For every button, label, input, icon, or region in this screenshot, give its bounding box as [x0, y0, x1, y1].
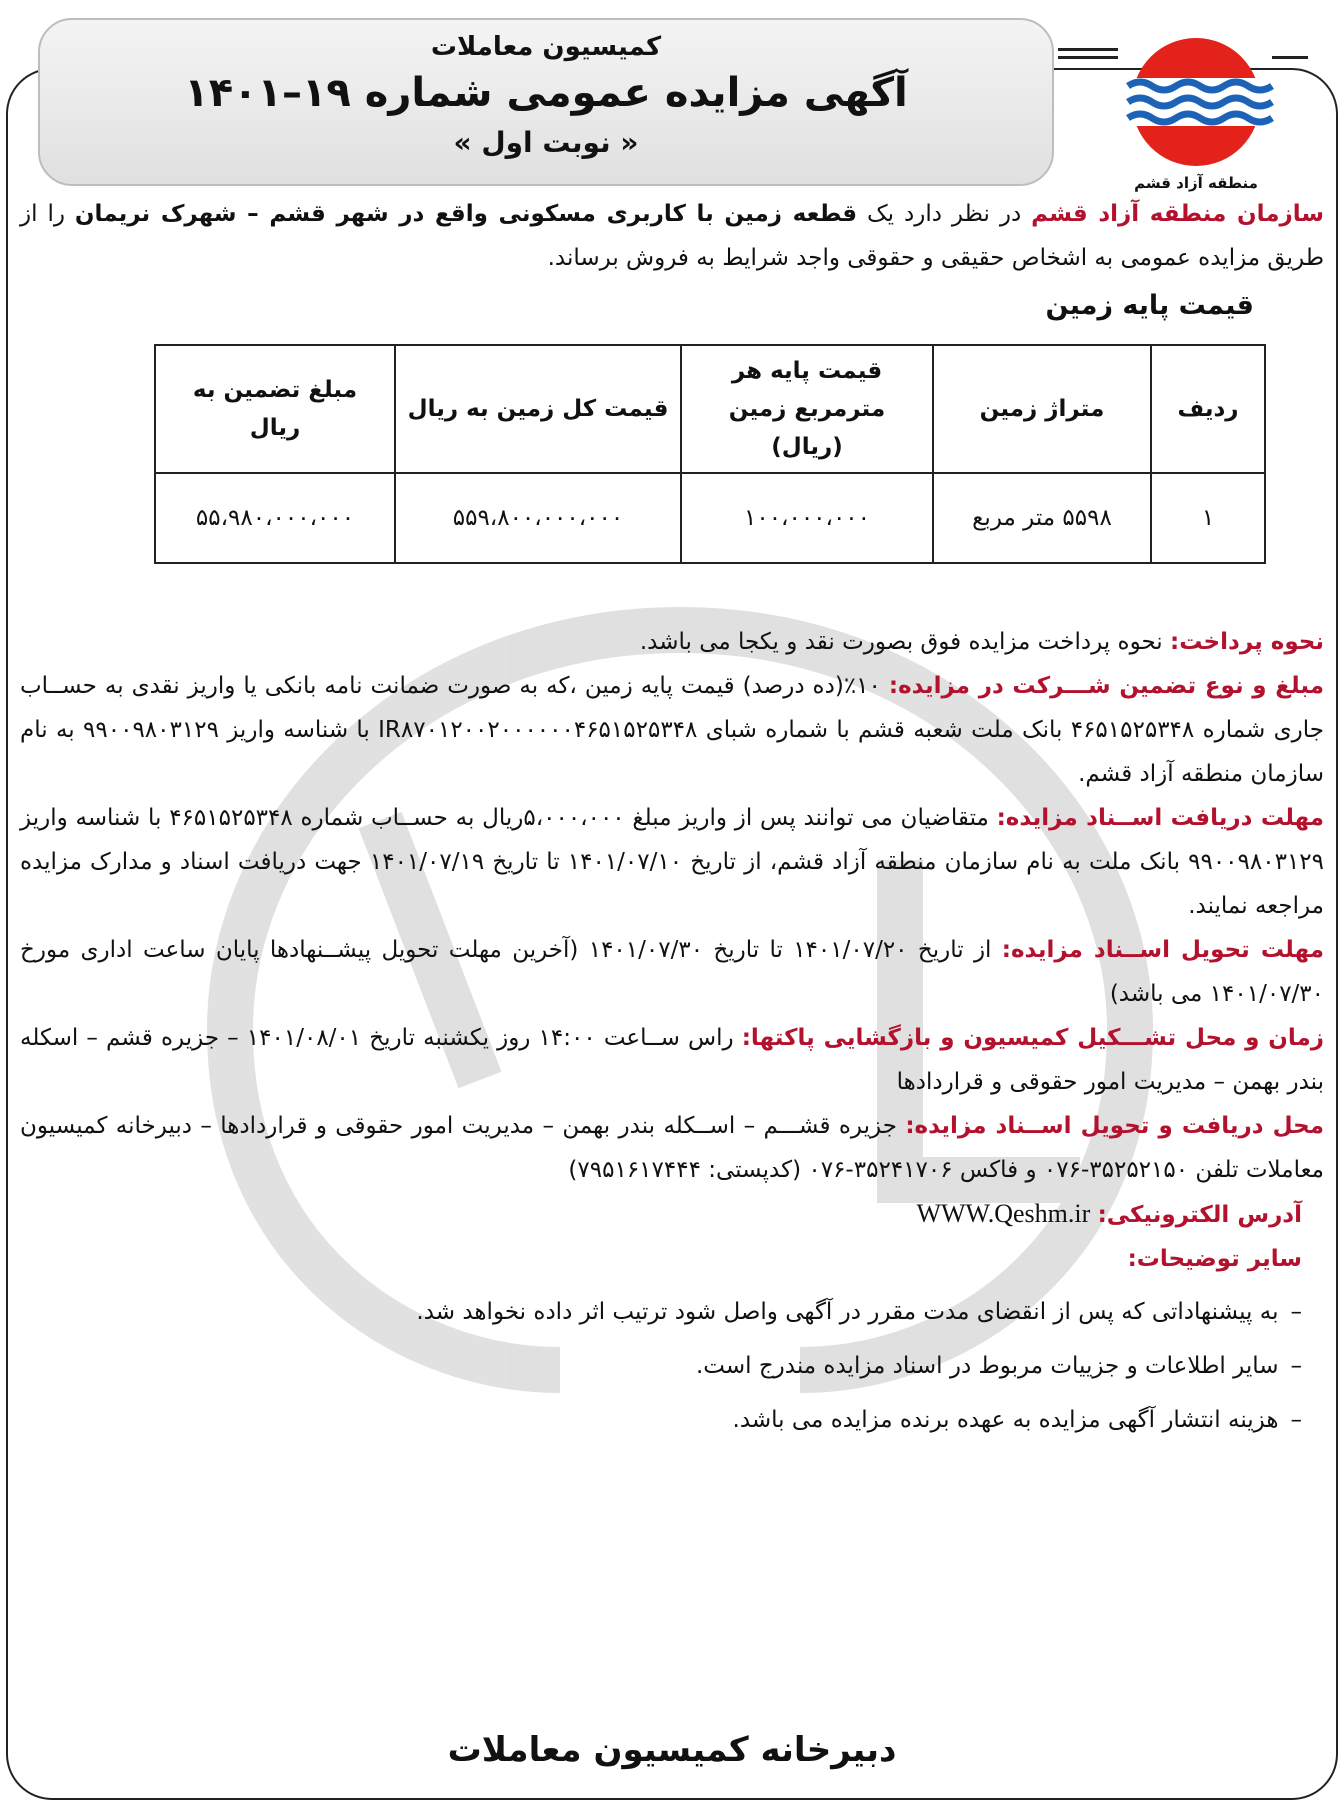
col-row: ردیف: [1151, 345, 1265, 473]
website-link[interactable]: WWW.Qeshm.ir: [916, 1199, 1091, 1228]
guarantee-label: مبلغ و نوع تضمین شـــرکت در مزایده:: [888, 673, 1324, 699]
website-paragraph: [20, 1192, 1324, 1237]
location-text: جزیره قشـــم – اســکله بندر بهمن – مدیریت امور حقوقی و قراردادها – دبیرخانه کمیسیون معاملات تلفن ۳۵۲۵۲۱۵۰-۰۷۶ و فاکس ۳۵۲۴۱۷۰۶-۰۷۶ (کدپستی: ۷۹۵۱۶۱۷۴۴۴): [20, 1113, 1324, 1183]
footer-signature: دبیرخانه کمیسیون معاملات: [447, 1730, 897, 1770]
cell-total-price: ۵۵۹،۸۰۰،۰۰۰،۰۰۰: [395, 473, 681, 563]
cell-area: ۵۵۹۸ متر مربع: [933, 473, 1151, 563]
payment-text: نحوه پرداخت مزایده فوق بصورت نقد و یکجا می باشد.: [639, 629, 1171, 655]
payment-paragraph: [20, 620, 1324, 664]
notes-list: [20, 1285, 1324, 1447]
col-total-price: قیمت کل زمین به ریال: [395, 345, 681, 473]
location-paragraph: [20, 1104, 1324, 1192]
col-guarantee: مبلغ تضمین به ریال: [155, 345, 395, 473]
docs-receive-label: مهلت دریافت اســناد مزایده:: [996, 805, 1325, 831]
col-area: متراژ زمین: [933, 345, 1151, 473]
payment-label: نحوه پرداخت:: [1170, 629, 1324, 655]
table-header-row: [155, 345, 1265, 473]
opening-label: زمان و محل تشـــکیل کمیسیون و بازگشایی پاکتها:: [741, 1025, 1324, 1051]
announcement-title: آگهی مزایده عمومی شماره ۱۹–۱۴۰۱: [184, 70, 908, 116]
intro-paragraph: [20, 192, 1324, 280]
notes-title: [20, 1237, 1324, 1281]
announcement-body: [20, 192, 1324, 1447]
list-item: – هزینه انتشار آگهی مزایده به عهده برنده مزایده می باشد.: [20, 1393, 1302, 1447]
docs-receive-paragraph: [20, 796, 1324, 928]
header-box: [38, 18, 1054, 186]
website-label: آدرس الکترونیکی:: [1097, 1202, 1302, 1228]
notes-label: سایر توضیحات:: [1127, 1246, 1302, 1272]
header-rule-right-top: [1058, 48, 1118, 51]
cell-row: ۱: [1151, 473, 1265, 563]
qeshm-free-zone-logo: [1118, 32, 1274, 194]
intro-text-2: را از طریق مزایده عمومی به اشخاص حقیقی و حقوقی واجد شرایط به فروش برساند.: [20, 201, 1324, 271]
header-rule-right-bottom: [1058, 56, 1118, 59]
location-label: محل دریافت و تحویل اســناد مزایده:: [905, 1113, 1324, 1139]
docs-deliver-text: از تاریخ ۱۴۰۱/۰۷/۲۰ تا تاریخ ۱۴۰۱/۰۷/۳۰ (آخرین مهلت تحویل پیشــنهادها پایان ساعت اداری مورخ ۱۴۰۱/۰۷/۳۰ می باشد): [20, 937, 1324, 1007]
docs-receive-text: متقاضیان می توانند پس از واریز مبلغ ۵،۰۰۰،۰۰۰ریال به حســاب شماره ۴۶۵۱۵۲۵۳۴۸ با شناسه واریز ۹۹۰۰۹۸۰۳۱۲۹ بانک ملت به نام سازمان منطقه آزاد قشم، از تاریخ ۱۴۰۱/۰۷/۱۰ تا تاریخ ۱۴۰۱/۰۷/۱۹ جهت دریافت اسناد و مدارک مزایده مراجعه نمایند.: [20, 805, 1325, 919]
guarantee-paragraph: [20, 664, 1324, 796]
list-item: – سایر اطلاعات و جزییات مربوط در اسناد مزایده مندرج است.: [20, 1339, 1302, 1393]
opening-paragraph: [20, 1016, 1324, 1104]
logo-caption: منطقه آزاد قشم: [1134, 174, 1258, 192]
header-rule-far-right: [1272, 56, 1308, 59]
base-price-heading: قیمت پایه زمین: [1045, 290, 1254, 321]
land-description: قطعه زمین با کاربری مسکونی واقع در شهر قشم – شهرک نریمان: [74, 201, 858, 227]
list-item: – به پیشنهاداتی که پس از انقضای مدت مقرر در آگهی واصل شود ترتیب اثر داده نخواهد شد.: [20, 1285, 1302, 1339]
cell-guarantee: ۵۵،۹۸۰،۰۰۰،۰۰۰: [155, 473, 395, 563]
docs-deliver-paragraph: [20, 928, 1324, 1016]
cell-unit-price: ۱۰۰،۰۰۰،۰۰۰: [681, 473, 933, 563]
table-row: [155, 473, 1265, 563]
intro-text-1: در نظر دارد یک: [857, 201, 1032, 227]
price-table: [154, 344, 1266, 564]
committee-name: کمیسیون معاملات: [430, 32, 662, 62]
qeshm-logo-icon: [1118, 32, 1274, 172]
org-name: سازمان منطقه آزاد قشم: [1031, 201, 1324, 227]
docs-deliver-label: مهلت تحویل اســناد مزایده:: [1001, 937, 1324, 963]
opening-text: راس ســاعت ۱۴:۰۰ روز یکشنبه تاریخ ۱۴۰۱/۰۸/۰۱ – جزیره قشم – اسکله بندر بهمن – مدیریت امور حقوقی و قراردادها: [20, 1025, 1324, 1095]
round-label: « نوبت اول »: [453, 126, 639, 159]
col-unit-price: قیمت پایه هر مترمربع زمین (ریال): [681, 345, 933, 473]
guarantee-text: ۱۰٪(ده درصد) قیمت پایه زمین ،که به صورت ضمانت نامه بانکی یا واریز نقدی به حســاب جاری شماره ۴۶۵۱۵۲۵۳۴۸ بانک ملت شعبه قشم با شماره شبای IR۸۷۰۱۲۰۰۲۰۰۰۰۰۰۴۶۵۱۵۲۵۳۴۸ با شناسه واریز ۹۹۰۰۹۸۰۳۱۲۹ به نام سازمان منطقه آزاد قشم.: [20, 673, 1324, 787]
